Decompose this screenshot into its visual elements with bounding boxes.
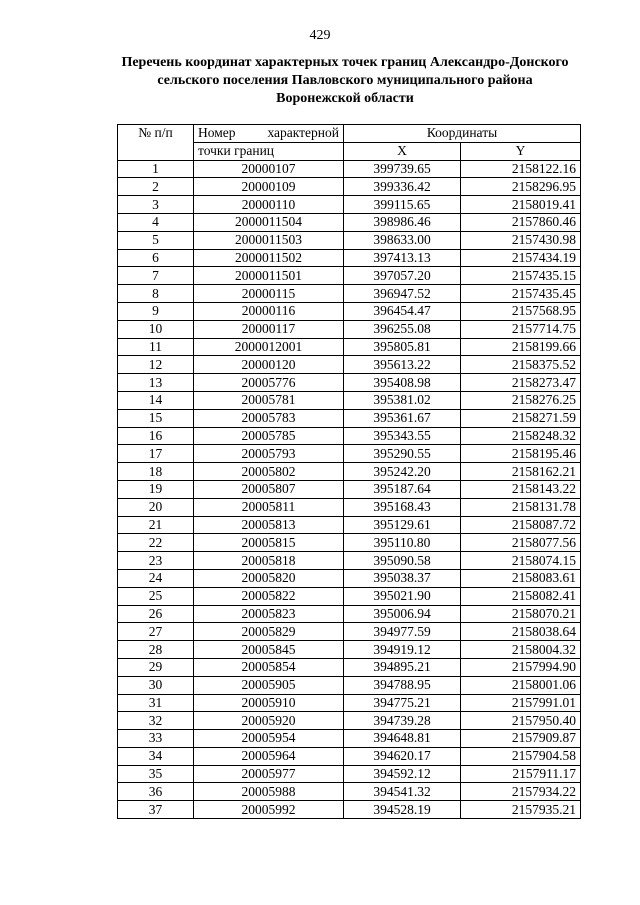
row-number-cell: 18: [118, 463, 194, 481]
row-number-cell: 24: [118, 569, 194, 587]
point-number-cell: 20000116: [194, 302, 344, 320]
row-number-cell: 15: [118, 409, 194, 427]
y-coordinate-cell: 2158038.64: [461, 623, 581, 641]
table-row: [118, 302, 581, 320]
y-coordinate-cell: 2158276.25: [461, 391, 581, 409]
x-coordinate-cell: 394788.95: [344, 676, 461, 694]
y-coordinate-cell: 2158296.95: [461, 178, 581, 196]
point-number-cell: 20005783: [194, 409, 344, 427]
table-row: [118, 498, 581, 516]
header-row-number: № п/п: [118, 125, 194, 161]
row-number-cell: 35: [118, 765, 194, 783]
table-row: [118, 338, 581, 356]
row-number-cell: 2: [118, 178, 194, 196]
point-number-cell: 20005829: [194, 623, 344, 641]
table-row: [118, 231, 581, 249]
point-number-cell: 20005977: [194, 765, 344, 783]
title-line-2: сельского поселения Павловского муниципального района: [157, 73, 533, 88]
y-coordinate-cell: 2157909.87: [461, 730, 581, 748]
point-number-cell: 2000011501: [194, 267, 344, 285]
x-coordinate-cell: 395290.55: [344, 445, 461, 463]
x-coordinate-cell: 399739.65: [344, 160, 461, 178]
point-number-cell: 20005920: [194, 712, 344, 730]
table-row: [118, 463, 581, 481]
y-coordinate-cell: 2158004.32: [461, 641, 581, 659]
y-coordinate-cell: 2157714.75: [461, 320, 581, 338]
point-number-cell: 20000109: [194, 178, 344, 196]
point-number-cell: 20005813: [194, 516, 344, 534]
y-coordinate-cell: 2157934.22: [461, 783, 581, 801]
row-number-cell: 25: [118, 587, 194, 605]
point-number-cell: 20005811: [194, 498, 344, 516]
table-row: [118, 285, 581, 303]
y-coordinate-cell: 2158070.21: [461, 605, 581, 623]
y-coordinate-cell: 2157911.17: [461, 765, 581, 783]
row-number-cell: 22: [118, 534, 194, 552]
row-number-cell: 26: [118, 605, 194, 623]
row-number-cell: 17: [118, 445, 194, 463]
table-row: [118, 623, 581, 641]
point-number-cell: 20005910: [194, 694, 344, 712]
table-row: [118, 605, 581, 623]
table-row: [118, 712, 581, 730]
table-row: [118, 356, 581, 374]
y-coordinate-cell: 2157430.98: [461, 231, 581, 249]
row-number-cell: 9: [118, 302, 194, 320]
y-coordinate-cell: 2158077.56: [461, 534, 581, 552]
table-row: [118, 374, 581, 392]
x-coordinate-cell: 394620.17: [344, 747, 461, 765]
row-number-cell: 11: [118, 338, 194, 356]
table-row: [118, 267, 581, 285]
point-number-cell: 20005845: [194, 641, 344, 659]
row-number-cell: 12: [118, 356, 194, 374]
title-line-1: Перечень координат характерных точек границ Александро-Донского: [121, 55, 569, 70]
x-coordinate-cell: 395381.02: [344, 391, 461, 409]
x-coordinate-cell: 395187.64: [344, 480, 461, 498]
row-number-cell: 3: [118, 196, 194, 214]
x-coordinate-cell: 394541.32: [344, 783, 461, 801]
row-number-cell: 5: [118, 231, 194, 249]
point-number-cell: 20005785: [194, 427, 344, 445]
header-coordinates: Координаты: [344, 125, 581, 143]
row-number-cell: 30: [118, 676, 194, 694]
point-number-cell: 20005802: [194, 463, 344, 481]
row-number-cell: 27: [118, 623, 194, 641]
x-coordinate-cell: 395110.80: [344, 534, 461, 552]
row-number-cell: 19: [118, 480, 194, 498]
table-row: [118, 196, 581, 214]
row-number-cell: 28: [118, 641, 194, 659]
row-number-cell: 32: [118, 712, 194, 730]
y-coordinate-cell: 2158087.72: [461, 516, 581, 534]
x-coordinate-cell: 394739.28: [344, 712, 461, 730]
table-row: [118, 747, 581, 765]
x-coordinate-cell: 395021.90: [344, 587, 461, 605]
point-number-cell: 20005815: [194, 534, 344, 552]
table-row: [118, 445, 581, 463]
page-number: 429: [309, 28, 331, 43]
x-coordinate-cell: 395038.37: [344, 569, 461, 587]
table-row: [118, 765, 581, 783]
row-number-cell: 10: [118, 320, 194, 338]
point-number-cell: 20005793: [194, 445, 344, 463]
y-coordinate-cell: 2158083.61: [461, 569, 581, 587]
row-number-cell: 8: [118, 285, 194, 303]
x-coordinate-cell: 394592.12: [344, 765, 461, 783]
x-coordinate-cell: 394648.81: [344, 730, 461, 748]
table-row: [118, 552, 581, 570]
point-number-cell: 20000107: [194, 160, 344, 178]
point-number-cell: 20000110: [194, 196, 344, 214]
y-coordinate-cell: 2158273.47: [461, 374, 581, 392]
y-coordinate-cell: 2157434.19: [461, 249, 581, 267]
table-row: [118, 178, 581, 196]
point-number-cell: 20005820: [194, 569, 344, 587]
x-coordinate-cell: 396454.47: [344, 302, 461, 320]
x-coordinate-cell: 399336.42: [344, 178, 461, 196]
point-number-cell: 2000012001: [194, 338, 344, 356]
table-row: [118, 409, 581, 427]
table-row: [118, 658, 581, 676]
y-coordinate-cell: 2157994.90: [461, 658, 581, 676]
table-row: [118, 641, 581, 659]
point-number-cell: 20005807: [194, 480, 344, 498]
x-coordinate-cell: 395090.58: [344, 552, 461, 570]
coordinates-table: [117, 124, 581, 819]
x-coordinate-cell: 395408.98: [344, 374, 461, 392]
title-line-3: Воронежской области: [276, 91, 414, 106]
point-number-cell: 2000011504: [194, 213, 344, 231]
y-coordinate-cell: 2158162.21: [461, 463, 581, 481]
point-number-cell: 20005964: [194, 747, 344, 765]
point-number-cell: 20005822: [194, 587, 344, 605]
table-row: [118, 783, 581, 801]
table-row: [118, 427, 581, 445]
header-y: Y: [461, 142, 581, 160]
row-number-cell: 4: [118, 213, 194, 231]
x-coordinate-cell: 395129.61: [344, 516, 461, 534]
table-row: [118, 160, 581, 178]
y-coordinate-cell: 2158019.41: [461, 196, 581, 214]
header-point-number-line-1: Номер характерной: [194, 125, 344, 143]
x-coordinate-cell: 395361.67: [344, 409, 461, 427]
table-row: [118, 516, 581, 534]
x-coordinate-cell: 398986.46: [344, 213, 461, 231]
point-number-cell: 20005905: [194, 676, 344, 694]
point-number-cell: 20005988: [194, 783, 344, 801]
table-row: [118, 391, 581, 409]
y-coordinate-cell: 2158122.16: [461, 160, 581, 178]
row-number-cell: 23: [118, 552, 194, 570]
point-number-cell: 20005781: [194, 391, 344, 409]
row-number-cell: 37: [118, 801, 194, 819]
point-number-cell: 20005954: [194, 730, 344, 748]
x-coordinate-cell: 394977.59: [344, 623, 461, 641]
row-number-cell: 7: [118, 267, 194, 285]
row-number-cell: 33: [118, 730, 194, 748]
y-coordinate-cell: 2158131.78: [461, 498, 581, 516]
table-row: [118, 213, 581, 231]
y-coordinate-cell: 2157991.01: [461, 694, 581, 712]
row-number-cell: 36: [118, 783, 194, 801]
y-coordinate-cell: 2157568.95: [461, 302, 581, 320]
table-row: [118, 534, 581, 552]
y-coordinate-cell: 2158143.22: [461, 480, 581, 498]
table-row: [118, 694, 581, 712]
x-coordinate-cell: 399115.65: [344, 196, 461, 214]
row-number-cell: 13: [118, 374, 194, 392]
x-coordinate-cell: 395242.20: [344, 463, 461, 481]
row-number-cell: 29: [118, 658, 194, 676]
table-row: [118, 249, 581, 267]
point-number-cell: 20005776: [194, 374, 344, 392]
y-coordinate-cell: 2158074.15: [461, 552, 581, 570]
row-number-cell: 16: [118, 427, 194, 445]
point-number-cell: 2000011503: [194, 231, 344, 249]
x-coordinate-cell: 396947.52: [344, 285, 461, 303]
row-number-cell: 21: [118, 516, 194, 534]
point-number-cell: 20000117: [194, 320, 344, 338]
table-row: [118, 730, 581, 748]
table-row: [118, 676, 581, 694]
table-row: [118, 801, 581, 819]
point-number-cell: 20005818: [194, 552, 344, 570]
x-coordinate-cell: 394528.19: [344, 801, 461, 819]
point-number-cell: 20005992: [194, 801, 344, 819]
row-number-cell: 31: [118, 694, 194, 712]
point-number-cell: 20000120: [194, 356, 344, 374]
point-number-cell: 20000115: [194, 285, 344, 303]
x-coordinate-cell: 394919.12: [344, 641, 461, 659]
x-coordinate-cell: 395613.22: [344, 356, 461, 374]
x-coordinate-cell: 395343.55: [344, 427, 461, 445]
header-x: X: [344, 142, 461, 160]
x-coordinate-cell: 397413.13: [344, 249, 461, 267]
header-point-number-line-2: точки границ: [194, 142, 344, 160]
y-coordinate-cell: 2157950.40: [461, 712, 581, 730]
document-title: [95, 54, 595, 108]
x-coordinate-cell: 394775.21: [344, 694, 461, 712]
y-coordinate-cell: 2157435.15: [461, 267, 581, 285]
y-coordinate-cell: 2158082.41: [461, 587, 581, 605]
table-body: [118, 160, 581, 818]
y-coordinate-cell: 2158195.46: [461, 445, 581, 463]
table-row: [118, 320, 581, 338]
table-row: [118, 480, 581, 498]
y-coordinate-cell: 2157935.21: [461, 801, 581, 819]
x-coordinate-cell: 395168.43: [344, 498, 461, 516]
table-row: [118, 569, 581, 587]
y-coordinate-cell: 2158248.32: [461, 427, 581, 445]
x-coordinate-cell: 395805.81: [344, 338, 461, 356]
point-number-cell: 20005823: [194, 605, 344, 623]
point-number-cell: 20005854: [194, 658, 344, 676]
y-coordinate-cell: 2157904.58: [461, 747, 581, 765]
y-coordinate-cell: 2158271.59: [461, 409, 581, 427]
x-coordinate-cell: 398633.00: [344, 231, 461, 249]
row-number-cell: 34: [118, 747, 194, 765]
row-number-cell: 6: [118, 249, 194, 267]
x-coordinate-cell: 396255.08: [344, 320, 461, 338]
row-number-cell: 1: [118, 160, 194, 178]
table-row: [118, 587, 581, 605]
point-number-cell: 2000011502: [194, 249, 344, 267]
x-coordinate-cell: 397057.20: [344, 267, 461, 285]
row-number-cell: 20: [118, 498, 194, 516]
y-coordinate-cell: 2157860.46: [461, 213, 581, 231]
y-coordinate-cell: 2158199.66: [461, 338, 581, 356]
y-coordinate-cell: 2157435.45: [461, 285, 581, 303]
y-coordinate-cell: 2158001.06: [461, 676, 581, 694]
row-number-cell: 14: [118, 391, 194, 409]
y-coordinate-cell: 2158375.52: [461, 356, 581, 374]
x-coordinate-cell: 394895.21: [344, 658, 461, 676]
x-coordinate-cell: 395006.94: [344, 605, 461, 623]
